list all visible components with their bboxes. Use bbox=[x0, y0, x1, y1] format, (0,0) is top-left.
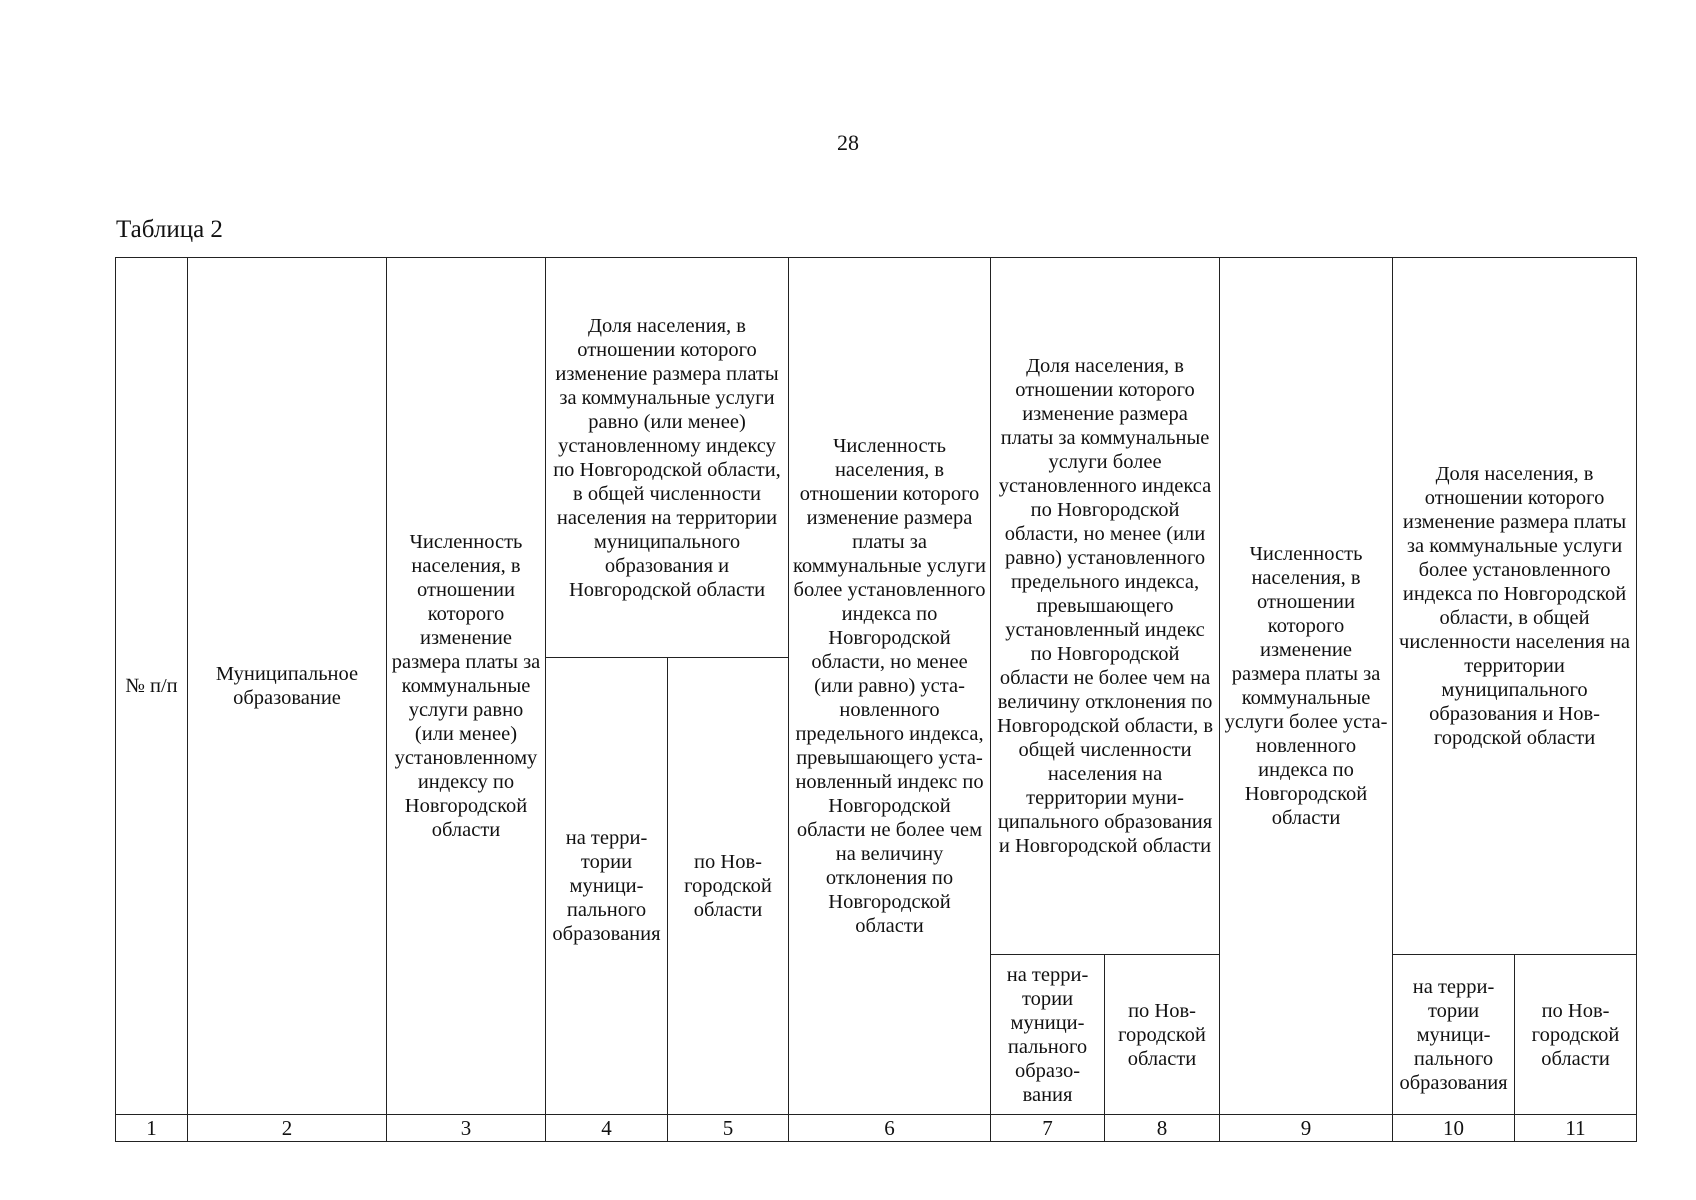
header-number: № п/п bbox=[116, 258, 188, 1115]
column-number: 1 bbox=[116, 1115, 188, 1142]
header-share-above-within-limit-territory: на территории муниципального образования bbox=[991, 955, 1105, 1115]
column-number: 11 bbox=[1515, 1115, 1637, 1142]
column-number: 8 bbox=[1105, 1115, 1220, 1142]
header-share-above-within-limit-region: по Новгородской области bbox=[1105, 955, 1220, 1115]
header-population-above: Численность населения, в отношении которого изменение размера платы за коммунальные услуги более установленного индекса по Новгородской области bbox=[1220, 258, 1393, 1115]
header-share-equal-region: по Новгородской области bbox=[668, 658, 789, 1115]
header-share-above-within-limit-group: Доля населения, в отношении которого изменение размера платы за коммунальные услуги более установленного индекса по Новгородской области, но менее (или равно) установленного предельного индекса, превышающего установленный индекс по Новгородской области не более чем на величину отклонения по Новгородской области, в общей численности населения на территории муниципального образования и Новгородской области bbox=[991, 258, 1220, 955]
header-share-equal-group: Доля населения, в отношении которого изменение размера платы за коммунальные услуги равно (или менее) установленному индексу по Новгородской области, в общей численности населения на территории муниципального образования и Новгородской области bbox=[546, 258, 789, 658]
header-population-above-within-limit: Численность населения, в отношении которого изменение размера платы за коммунальные услуги более установленного индекса по Новгородской области, но менее (или равно) установленного предельного индекса, превышающего установленный индекс по Новгородской области не более чем на величину отклонения по Новгородской области bbox=[789, 258, 991, 1115]
table-caption: Таблица 2 bbox=[116, 216, 223, 243]
header-share-above-group: Доля населения, в отношении которого изменение размера платы за коммунальные услуги более установленного индекса по Новгородской области, в общей численности населения на территории муниципального образования и Новгородской области bbox=[1393, 258, 1637, 955]
data-table bbox=[115, 257, 1637, 1142]
header-municipality: Муниципальное образование bbox=[188, 258, 387, 1115]
column-number: 7 bbox=[991, 1115, 1105, 1142]
column-number: 9 bbox=[1220, 1115, 1393, 1142]
column-number: 6 bbox=[789, 1115, 991, 1142]
header-share-above-region: по Новгородской области bbox=[1515, 955, 1637, 1115]
column-number: 5 bbox=[668, 1115, 789, 1142]
page-number: 28 bbox=[837, 130, 859, 155]
column-number: 3 bbox=[387, 1115, 546, 1142]
column-number: 4 bbox=[546, 1115, 668, 1142]
header-population-equal: Численность населения, в отношении которого изменение размера платы за коммунальные услуги равно (или менее) установленному индексу по Новгородской области bbox=[387, 258, 546, 1115]
header-share-above-territory: на территории муниципального образования bbox=[1393, 955, 1515, 1115]
column-number: 10 bbox=[1393, 1115, 1515, 1142]
column-number: 2 bbox=[188, 1115, 387, 1142]
header-share-equal-territory: на территории муниципального образования bbox=[546, 658, 668, 1115]
